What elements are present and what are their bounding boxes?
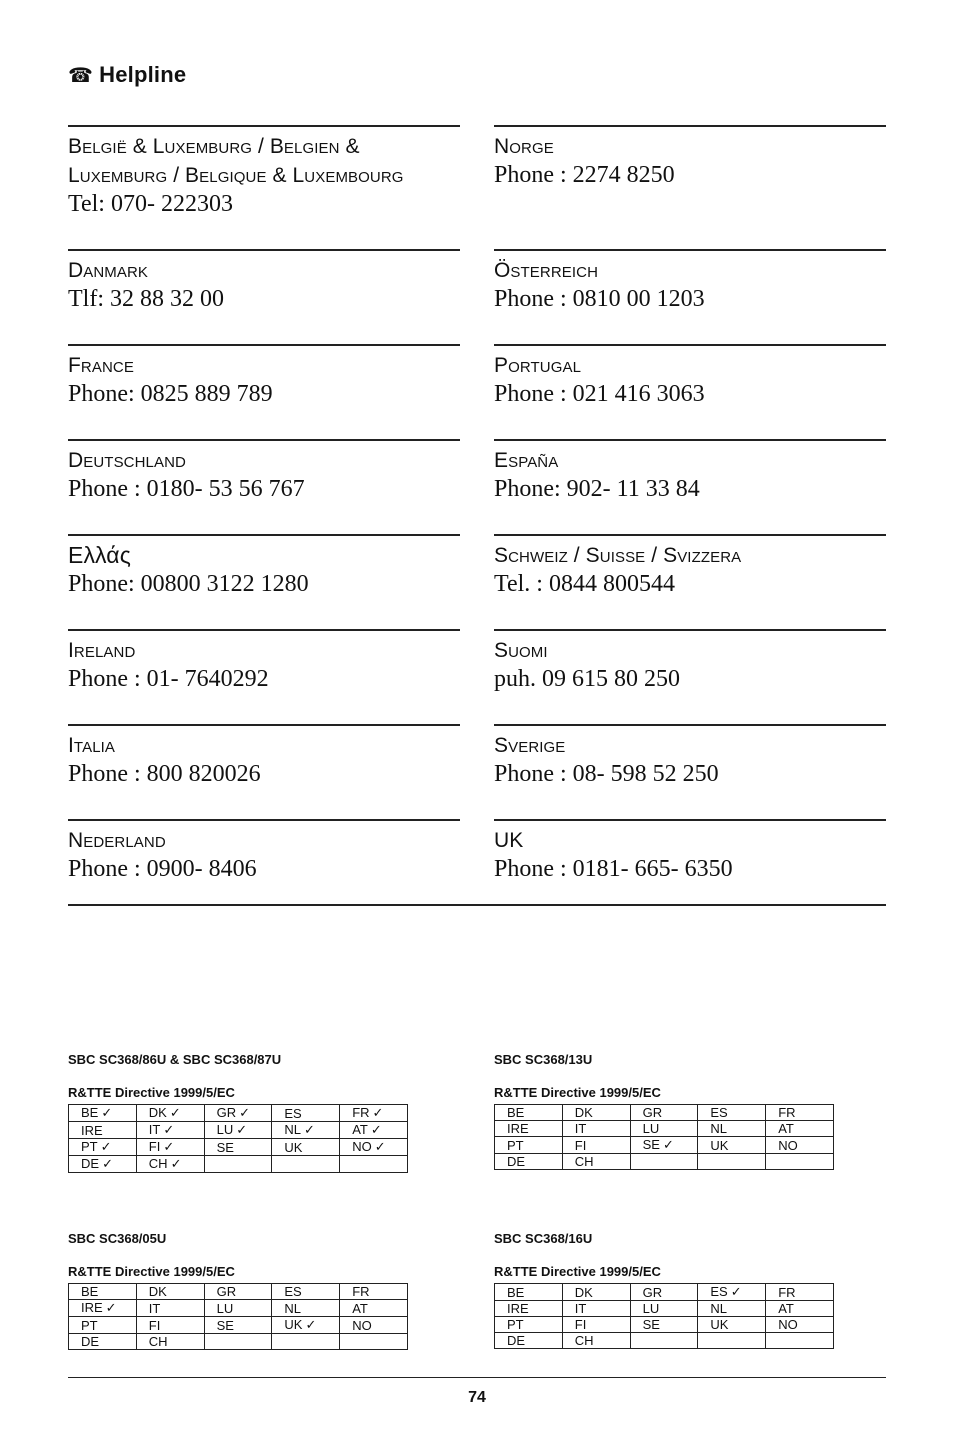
directive-label: R&TTE Directive 1999/5/EC xyxy=(494,1085,661,1100)
table-cell xyxy=(495,1121,563,1137)
country-name: België & Luxemburg / Belgien & Luxemburg / Belgique & Luxembourg xyxy=(68,135,404,187)
country-code: AT xyxy=(352,1300,368,1316)
country-code: SE xyxy=(216,1139,234,1155)
table-cell xyxy=(204,1122,272,1139)
model-name: SBC SC368/86U & SBC SC368/87U xyxy=(68,1052,282,1067)
table-cell xyxy=(630,1137,698,1154)
country-code: NO xyxy=(352,1317,372,1333)
table-cell xyxy=(69,1122,137,1139)
helpline-entry xyxy=(68,249,460,344)
table-cell xyxy=(204,1334,272,1350)
table-cell xyxy=(766,1333,834,1349)
table-cell xyxy=(69,1300,137,1317)
phone-number: Phone : 0180- 53 56 767 xyxy=(68,476,305,502)
country-code: PT xyxy=(81,1317,98,1333)
phone-number: Phone: 0825 889 789 xyxy=(68,381,273,407)
country-code: FR xyxy=(778,1105,796,1120)
checkmark-icon: ✓ xyxy=(169,1106,181,1121)
country-code: FI xyxy=(148,1139,161,1154)
country-code: GR xyxy=(216,1284,237,1299)
table-cell xyxy=(136,1334,204,1350)
country-code: UK xyxy=(710,1137,729,1153)
helpline-entry xyxy=(494,439,886,534)
checkmark-icon: ✓ xyxy=(374,1140,386,1155)
table-cell xyxy=(340,1105,408,1122)
table-cell xyxy=(136,1122,204,1139)
table-cell xyxy=(136,1139,204,1156)
checkmark-icon: ✓ xyxy=(100,1140,112,1155)
model-name: SBC SC368/16U xyxy=(494,1231,593,1246)
phone-number: puh. 09 615 80 250 xyxy=(494,666,680,692)
table-cell xyxy=(340,1334,408,1350)
country-code: NO xyxy=(352,1139,372,1154)
phone-number: Phone: 902- 11 33 84 xyxy=(494,476,700,502)
table-cell xyxy=(495,1105,563,1121)
table-cell xyxy=(272,1284,340,1300)
country-code: UK xyxy=(284,1317,303,1332)
checkmark-icon: ✓ xyxy=(101,1106,113,1121)
table-cell xyxy=(766,1121,834,1137)
checkmark-icon: ✓ xyxy=(102,1157,113,1172)
country-name: Danmark xyxy=(68,259,149,282)
table-cell xyxy=(766,1284,834,1301)
table-cell xyxy=(562,1154,630,1170)
country-name: Ελλάς xyxy=(68,542,131,568)
table-cell xyxy=(698,1317,766,1333)
country-code: NO xyxy=(778,1317,798,1332)
helpline-entry xyxy=(494,724,886,819)
checkmark-icon: ✓ xyxy=(236,1123,248,1138)
helpline-column-left xyxy=(68,125,460,908)
table-row xyxy=(69,1105,408,1122)
table-row xyxy=(495,1333,834,1349)
helpline-entry xyxy=(494,125,886,249)
country-name: Norge xyxy=(494,135,554,158)
country-code: NL xyxy=(284,1300,302,1316)
table-cell xyxy=(495,1154,563,1170)
table-cell xyxy=(495,1137,563,1154)
country-name: Österreich xyxy=(494,259,599,282)
table-cell xyxy=(340,1122,408,1139)
table-cell xyxy=(69,1317,137,1334)
table-cell xyxy=(136,1156,204,1173)
country-code: FR xyxy=(778,1284,796,1300)
phone-number: Phone : 0810 00 1203 xyxy=(494,286,705,312)
phone-number: Tel. : 0844 800544 xyxy=(494,571,675,597)
country-code: BE xyxy=(81,1105,99,1120)
table-cell xyxy=(272,1156,340,1173)
table-row xyxy=(495,1284,834,1301)
country-code: ES xyxy=(710,1105,728,1120)
table-cell xyxy=(698,1333,766,1349)
table-cell xyxy=(340,1284,408,1300)
table-cell xyxy=(698,1137,766,1154)
footer-divider xyxy=(68,1377,886,1378)
checkmark-icon: ✓ xyxy=(163,1123,175,1138)
table-cell xyxy=(136,1317,204,1334)
checkmark-icon: ✓ xyxy=(170,1157,182,1172)
country-name: Suomi xyxy=(494,639,548,662)
country-code: SE xyxy=(642,1137,660,1152)
helpline-entry xyxy=(68,125,460,249)
country-code: ES xyxy=(710,1284,728,1299)
table-cell xyxy=(562,1284,630,1301)
table-cell xyxy=(69,1139,137,1156)
helpline-entry xyxy=(68,724,460,819)
country-code: IT xyxy=(574,1121,587,1136)
country-name: Portugal xyxy=(494,354,582,377)
helpline-entry xyxy=(68,439,460,534)
telephone-icon: ☎ xyxy=(68,65,94,87)
country-code: BE xyxy=(81,1284,99,1299)
table-cell xyxy=(136,1105,204,1122)
table-row xyxy=(495,1317,834,1333)
country-name: Nederland xyxy=(68,829,166,852)
table-cell xyxy=(69,1156,137,1173)
table-cell xyxy=(340,1317,408,1334)
table-cell xyxy=(766,1301,834,1317)
country-code: DE xyxy=(507,1154,526,1169)
page-number: 74 xyxy=(468,1389,486,1406)
phone-number: Phone : 800 820026 xyxy=(68,761,261,787)
helpline-entry xyxy=(494,819,886,908)
model-name: SBC SC368/05U xyxy=(68,1231,167,1246)
table-cell xyxy=(562,1301,630,1317)
phone-number: Phone : 01- 7640292 xyxy=(68,666,269,692)
phone-number: Tlf: 32 88 32 00 xyxy=(68,286,224,312)
table-cell xyxy=(136,1300,204,1317)
country-code: IRE xyxy=(81,1300,103,1315)
table-cell xyxy=(340,1300,408,1317)
country-code: GR xyxy=(642,1284,663,1300)
country-name: Italia xyxy=(68,734,116,757)
country-name: Ireland xyxy=(68,639,136,662)
table-cell xyxy=(630,1317,698,1333)
country-code: AT xyxy=(778,1121,794,1136)
helpline-entry xyxy=(68,629,460,724)
table-cell xyxy=(630,1301,698,1317)
country-name: Schweiz / Suisse / Svizzera xyxy=(494,544,742,567)
table-cell xyxy=(272,1105,340,1122)
country-code: ES xyxy=(284,1284,302,1299)
table-cell xyxy=(698,1284,766,1301)
table-cell xyxy=(69,1284,137,1300)
table-cell xyxy=(698,1105,766,1121)
table-row xyxy=(69,1284,408,1300)
table-cell xyxy=(630,1105,698,1121)
table-cell xyxy=(630,1333,698,1349)
table-row xyxy=(69,1139,408,1156)
table-cell xyxy=(204,1317,272,1334)
table-cell xyxy=(766,1317,834,1333)
table-cell xyxy=(766,1137,834,1154)
country-code: UK xyxy=(284,1139,303,1155)
country-code: IRE xyxy=(507,1301,529,1316)
country-approval-table xyxy=(68,1104,408,1173)
helpline-entry xyxy=(494,629,886,724)
phone-number: Tel: 070- 222303 xyxy=(68,191,233,217)
table-cell xyxy=(272,1122,340,1139)
table-row xyxy=(495,1301,834,1317)
country-code: SE xyxy=(216,1317,234,1333)
table-cell xyxy=(495,1284,563,1301)
helpline-entry xyxy=(68,344,460,439)
checkmark-icon: ✓ xyxy=(730,1285,742,1300)
helpline-column-right xyxy=(494,125,886,908)
table-row xyxy=(69,1300,408,1317)
country-name: Sverige xyxy=(494,734,566,757)
country-code: DK xyxy=(148,1105,167,1120)
table-row xyxy=(495,1105,834,1121)
table-cell xyxy=(340,1139,408,1156)
table-cell xyxy=(272,1300,340,1317)
country-code: NL xyxy=(710,1301,728,1316)
table-cell xyxy=(340,1156,408,1173)
table-cell xyxy=(698,1301,766,1317)
country-code: SE xyxy=(642,1317,660,1332)
table-cell xyxy=(630,1154,698,1170)
directive-label: R&TTE Directive 1999/5/EC xyxy=(494,1264,661,1279)
country-code: DK xyxy=(574,1105,593,1120)
model-name: SBC SC368/13U xyxy=(494,1052,593,1067)
country-code: NL xyxy=(284,1122,302,1137)
country-approval-table xyxy=(494,1104,834,1170)
country-code: LU xyxy=(216,1300,234,1316)
table-cell xyxy=(495,1333,563,1349)
country-code: FI xyxy=(574,1317,587,1332)
table-cell xyxy=(562,1333,630,1349)
country-code: NO xyxy=(778,1137,798,1153)
country-code: CH xyxy=(148,1156,168,1171)
table-cell xyxy=(562,1317,630,1333)
country-code: BE xyxy=(507,1284,525,1300)
country-code: FI xyxy=(574,1137,587,1153)
table-cell xyxy=(698,1154,766,1170)
country-code: PT xyxy=(507,1137,524,1153)
table-cell xyxy=(495,1301,563,1317)
checkmark-icon: ✓ xyxy=(163,1140,175,1155)
country-code: AT xyxy=(778,1301,794,1316)
checkmark-icon: ✓ xyxy=(304,1123,315,1138)
country-code: ES xyxy=(284,1105,302,1121)
helpline-entry xyxy=(68,534,460,629)
phone-number: Phone: 00800 3122 1280 xyxy=(68,571,309,597)
table-cell xyxy=(204,1284,272,1300)
table-row xyxy=(69,1334,408,1350)
directive-label: R&TTE Directive 1999/5/EC xyxy=(68,1264,235,1279)
section-divider xyxy=(68,904,886,906)
country-code: BE xyxy=(507,1105,525,1120)
helpline-entry xyxy=(494,344,886,439)
country-code: CH xyxy=(574,1154,594,1169)
country-code: IT xyxy=(148,1122,161,1137)
phone-number: Phone : 0181- 665- 6350 xyxy=(494,856,733,882)
table-cell xyxy=(562,1121,630,1137)
table-cell xyxy=(272,1317,340,1334)
country-code: FR xyxy=(352,1105,370,1120)
page-heading xyxy=(68,62,186,88)
table-row xyxy=(69,1317,408,1334)
country-code: GR xyxy=(642,1105,663,1120)
country-approval-table xyxy=(68,1283,408,1350)
table-cell xyxy=(766,1105,834,1121)
table-row xyxy=(69,1156,408,1173)
directive-label: R&TTE Directive 1999/5/EC xyxy=(68,1085,235,1100)
country-code: PT xyxy=(81,1139,98,1154)
country-code: NL xyxy=(710,1121,728,1136)
helpline-entry xyxy=(68,819,460,908)
country-code: IT xyxy=(574,1301,587,1316)
helpline-entry xyxy=(494,534,886,629)
country-code: GR xyxy=(216,1105,237,1120)
country-code: DK xyxy=(148,1284,167,1299)
country-code: LU xyxy=(642,1121,660,1136)
checkmark-icon: ✓ xyxy=(372,1106,384,1121)
table-cell xyxy=(272,1139,340,1156)
table-cell xyxy=(562,1137,630,1154)
phone-number: Phone : 2274 8250 xyxy=(494,162,675,188)
table-cell xyxy=(204,1300,272,1317)
table-cell xyxy=(136,1284,204,1300)
table-row xyxy=(495,1121,834,1137)
country-name: UK xyxy=(494,829,524,852)
country-code: FR xyxy=(352,1284,370,1299)
phone-number: Phone : 0900- 8406 xyxy=(68,856,257,882)
checkmark-icon: ✓ xyxy=(370,1123,382,1138)
country-code: UK xyxy=(710,1317,729,1332)
table-cell xyxy=(204,1139,272,1156)
checkmark-icon: ✓ xyxy=(305,1318,317,1333)
heading-title: Helpline xyxy=(99,62,187,87)
country-code: PT xyxy=(507,1317,524,1332)
country-code: DE xyxy=(81,1334,100,1349)
country-name: Deutschland xyxy=(68,449,186,472)
country-code: DK xyxy=(574,1284,593,1300)
country-code: LU xyxy=(642,1301,660,1316)
table-cell xyxy=(766,1154,834,1170)
country-code: LU xyxy=(216,1122,234,1137)
table-row xyxy=(495,1154,834,1170)
phone-number: Phone : 021 416 3063 xyxy=(494,381,705,407)
country-name: France xyxy=(68,354,134,377)
table-cell xyxy=(204,1105,272,1122)
country-code: CH xyxy=(148,1334,168,1349)
checkmark-icon: ✓ xyxy=(239,1106,250,1121)
country-approval-table xyxy=(494,1283,834,1349)
table-cell xyxy=(69,1334,137,1350)
table-cell xyxy=(562,1105,630,1121)
country-code: FI xyxy=(148,1317,161,1333)
table-cell xyxy=(495,1317,563,1333)
table-cell xyxy=(69,1105,137,1122)
country-code: IRE xyxy=(81,1122,103,1138)
table-cell xyxy=(698,1121,766,1137)
country-name: España xyxy=(494,449,559,472)
country-code: IRE xyxy=(507,1121,529,1136)
table-cell xyxy=(630,1121,698,1137)
country-code: IT xyxy=(148,1300,161,1316)
country-code: DE xyxy=(81,1156,100,1171)
table-row xyxy=(69,1122,408,1139)
checkmark-icon: ✓ xyxy=(105,1301,117,1316)
table-cell xyxy=(630,1284,698,1301)
country-code: AT xyxy=(352,1122,368,1137)
table-cell xyxy=(204,1156,272,1173)
table-cell xyxy=(272,1334,340,1350)
checkmark-icon: ✓ xyxy=(662,1138,674,1153)
country-code: DE xyxy=(507,1333,526,1348)
phone-number: Phone : 08- 598 52 250 xyxy=(494,761,719,787)
helpline-entry xyxy=(494,249,886,344)
table-row xyxy=(495,1137,834,1154)
country-code: CH xyxy=(574,1333,594,1348)
